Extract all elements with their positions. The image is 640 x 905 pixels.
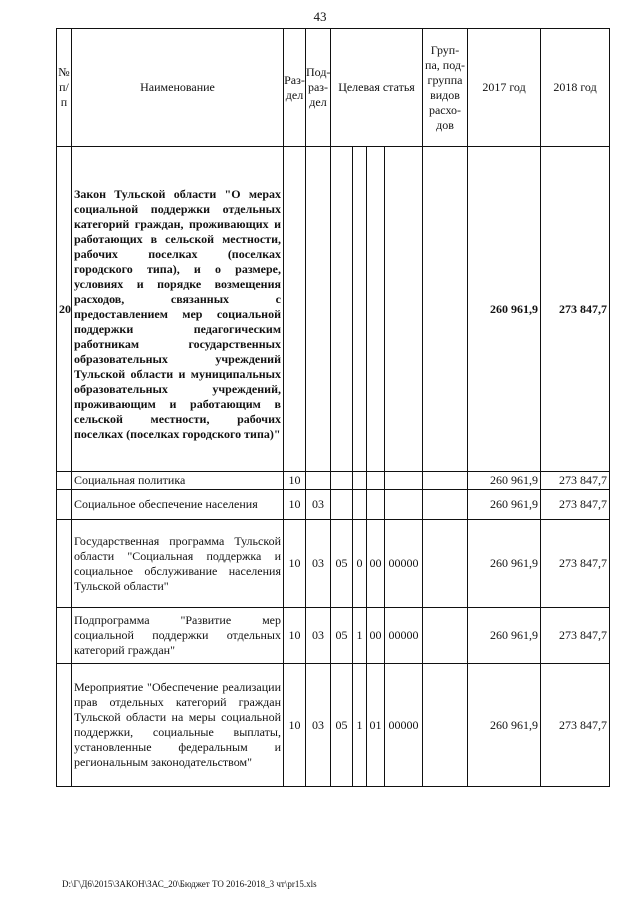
row-target-event: 00 <box>367 520 385 608</box>
table-header-row <box>57 29 610 147</box>
row-target-code <box>385 472 423 490</box>
row-section: 10 <box>284 608 306 664</box>
table-row <box>57 664 610 787</box>
row-section: 10 <box>284 472 306 490</box>
row-subsection: 03 <box>306 490 331 520</box>
row-value-2018: 273 847,7 <box>541 520 610 608</box>
row-name: Социальная политика <box>72 472 284 490</box>
row-subsection: 03 <box>306 608 331 664</box>
row-target-event <box>367 490 385 520</box>
row-name: Социальное обеспечение населения <box>72 490 284 520</box>
header-number: № п/ п <box>57 29 72 147</box>
row-value-2018: 273 847,7 <box>541 608 610 664</box>
header-name: Наименование <box>72 29 284 147</box>
item-name: Закон Тульской области "О мерах социальной поддержки отдельных категорий граждан, проживающих и работающих в сельской местности, рабочих поселках (поселках городского типа), и о размере, условиях и порядке возмещения расходов, связанных с предоставлением мер социальной поддержки педагогическим работникам государственных образовательных учреждений Тульской области и муниципальных образовательных учреждений, проживающим и работающим в сельской местности, рабочих поселках (поселках городского типа)" <box>72 147 284 472</box>
table-row <box>57 520 610 608</box>
budget-table <box>56 28 610 787</box>
row-name: Мероприятие "Обеспечение реализации прав отдельных категорий граждан Тульской области на меры социальной поддержки, социальные выплаты, установленные федеральным и региональным законодательством" <box>72 664 284 787</box>
row-value-2018: 273 847,7 <box>541 664 610 787</box>
header-year-2018: 2018 год <box>541 29 610 147</box>
file-path-footer: D:\Г\Д6\2015\ЗАКОН\ЗАС_20\Бюджет ТО 2016-2018_3 чт\pr15.xls <box>62 879 317 889</box>
row-name: Подпрограмма "Развитие мер социальной поддержки отдельных категорий граждан" <box>72 608 284 664</box>
row-target-code <box>385 490 423 520</box>
row-value-2017: 260 961,9 <box>468 608 541 664</box>
header-expense-group: Груп-па, под-группа видов расхо-дов <box>423 29 468 147</box>
row-target-code: 00000 <box>385 608 423 664</box>
row-target-code: 00000 <box>385 664 423 787</box>
row-target-subprogram <box>353 472 367 490</box>
row-target-event: 01 <box>367 664 385 787</box>
item-value-2018: 273 847,7 <box>541 147 610 472</box>
row-target-subprogram <box>353 490 367 520</box>
row-target-subprogram: 0 <box>353 520 367 608</box>
row-section: 10 <box>284 520 306 608</box>
table-row <box>57 608 610 664</box>
row-target-program: 05 <box>331 664 353 787</box>
row-name: Государственная программа Тульской области "Социальная поддержка и социальное обслуживание населения Тульской области" <box>72 520 284 608</box>
row-value-2017: 260 961,9 <box>468 520 541 608</box>
item-value-2017: 260 961,9 <box>468 147 541 472</box>
row-value-2017: 260 961,9 <box>468 490 541 520</box>
row-target-subprogram: 1 <box>353 664 367 787</box>
row-target-subprogram: 1 <box>353 608 367 664</box>
row-section: 10 <box>284 664 306 787</box>
header-target-article: Целевая статья <box>331 29 423 147</box>
row-target-event <box>367 472 385 490</box>
row-subsection: 03 <box>306 520 331 608</box>
row-value-2017: 260 961,9 <box>468 472 541 490</box>
item-number: 20 <box>57 147 72 472</box>
row-subsection <box>306 472 331 490</box>
row-target-event: 00 <box>367 608 385 664</box>
main-item-row <box>57 147 610 472</box>
page-number: 43 <box>313 9 327 24</box>
table-row <box>57 490 610 520</box>
row-subsection: 03 <box>306 664 331 787</box>
row-target-program <box>331 472 353 490</box>
row-value-2018: 273 847,7 <box>541 472 610 490</box>
row-target-program: 05 <box>331 608 353 664</box>
row-target-code: 00000 <box>385 520 423 608</box>
header-section: Раз-дел <box>284 29 306 147</box>
row-value-2017: 260 961,9 <box>468 664 541 787</box>
row-target-program: 05 <box>331 520 353 608</box>
row-section: 10 <box>284 490 306 520</box>
row-target-program <box>331 490 353 520</box>
table-row <box>57 472 610 490</box>
header-subsection: Под-раз-дел <box>306 29 331 147</box>
row-value-2018: 273 847,7 <box>541 490 610 520</box>
header-year-2017: 2017 год <box>468 29 541 147</box>
